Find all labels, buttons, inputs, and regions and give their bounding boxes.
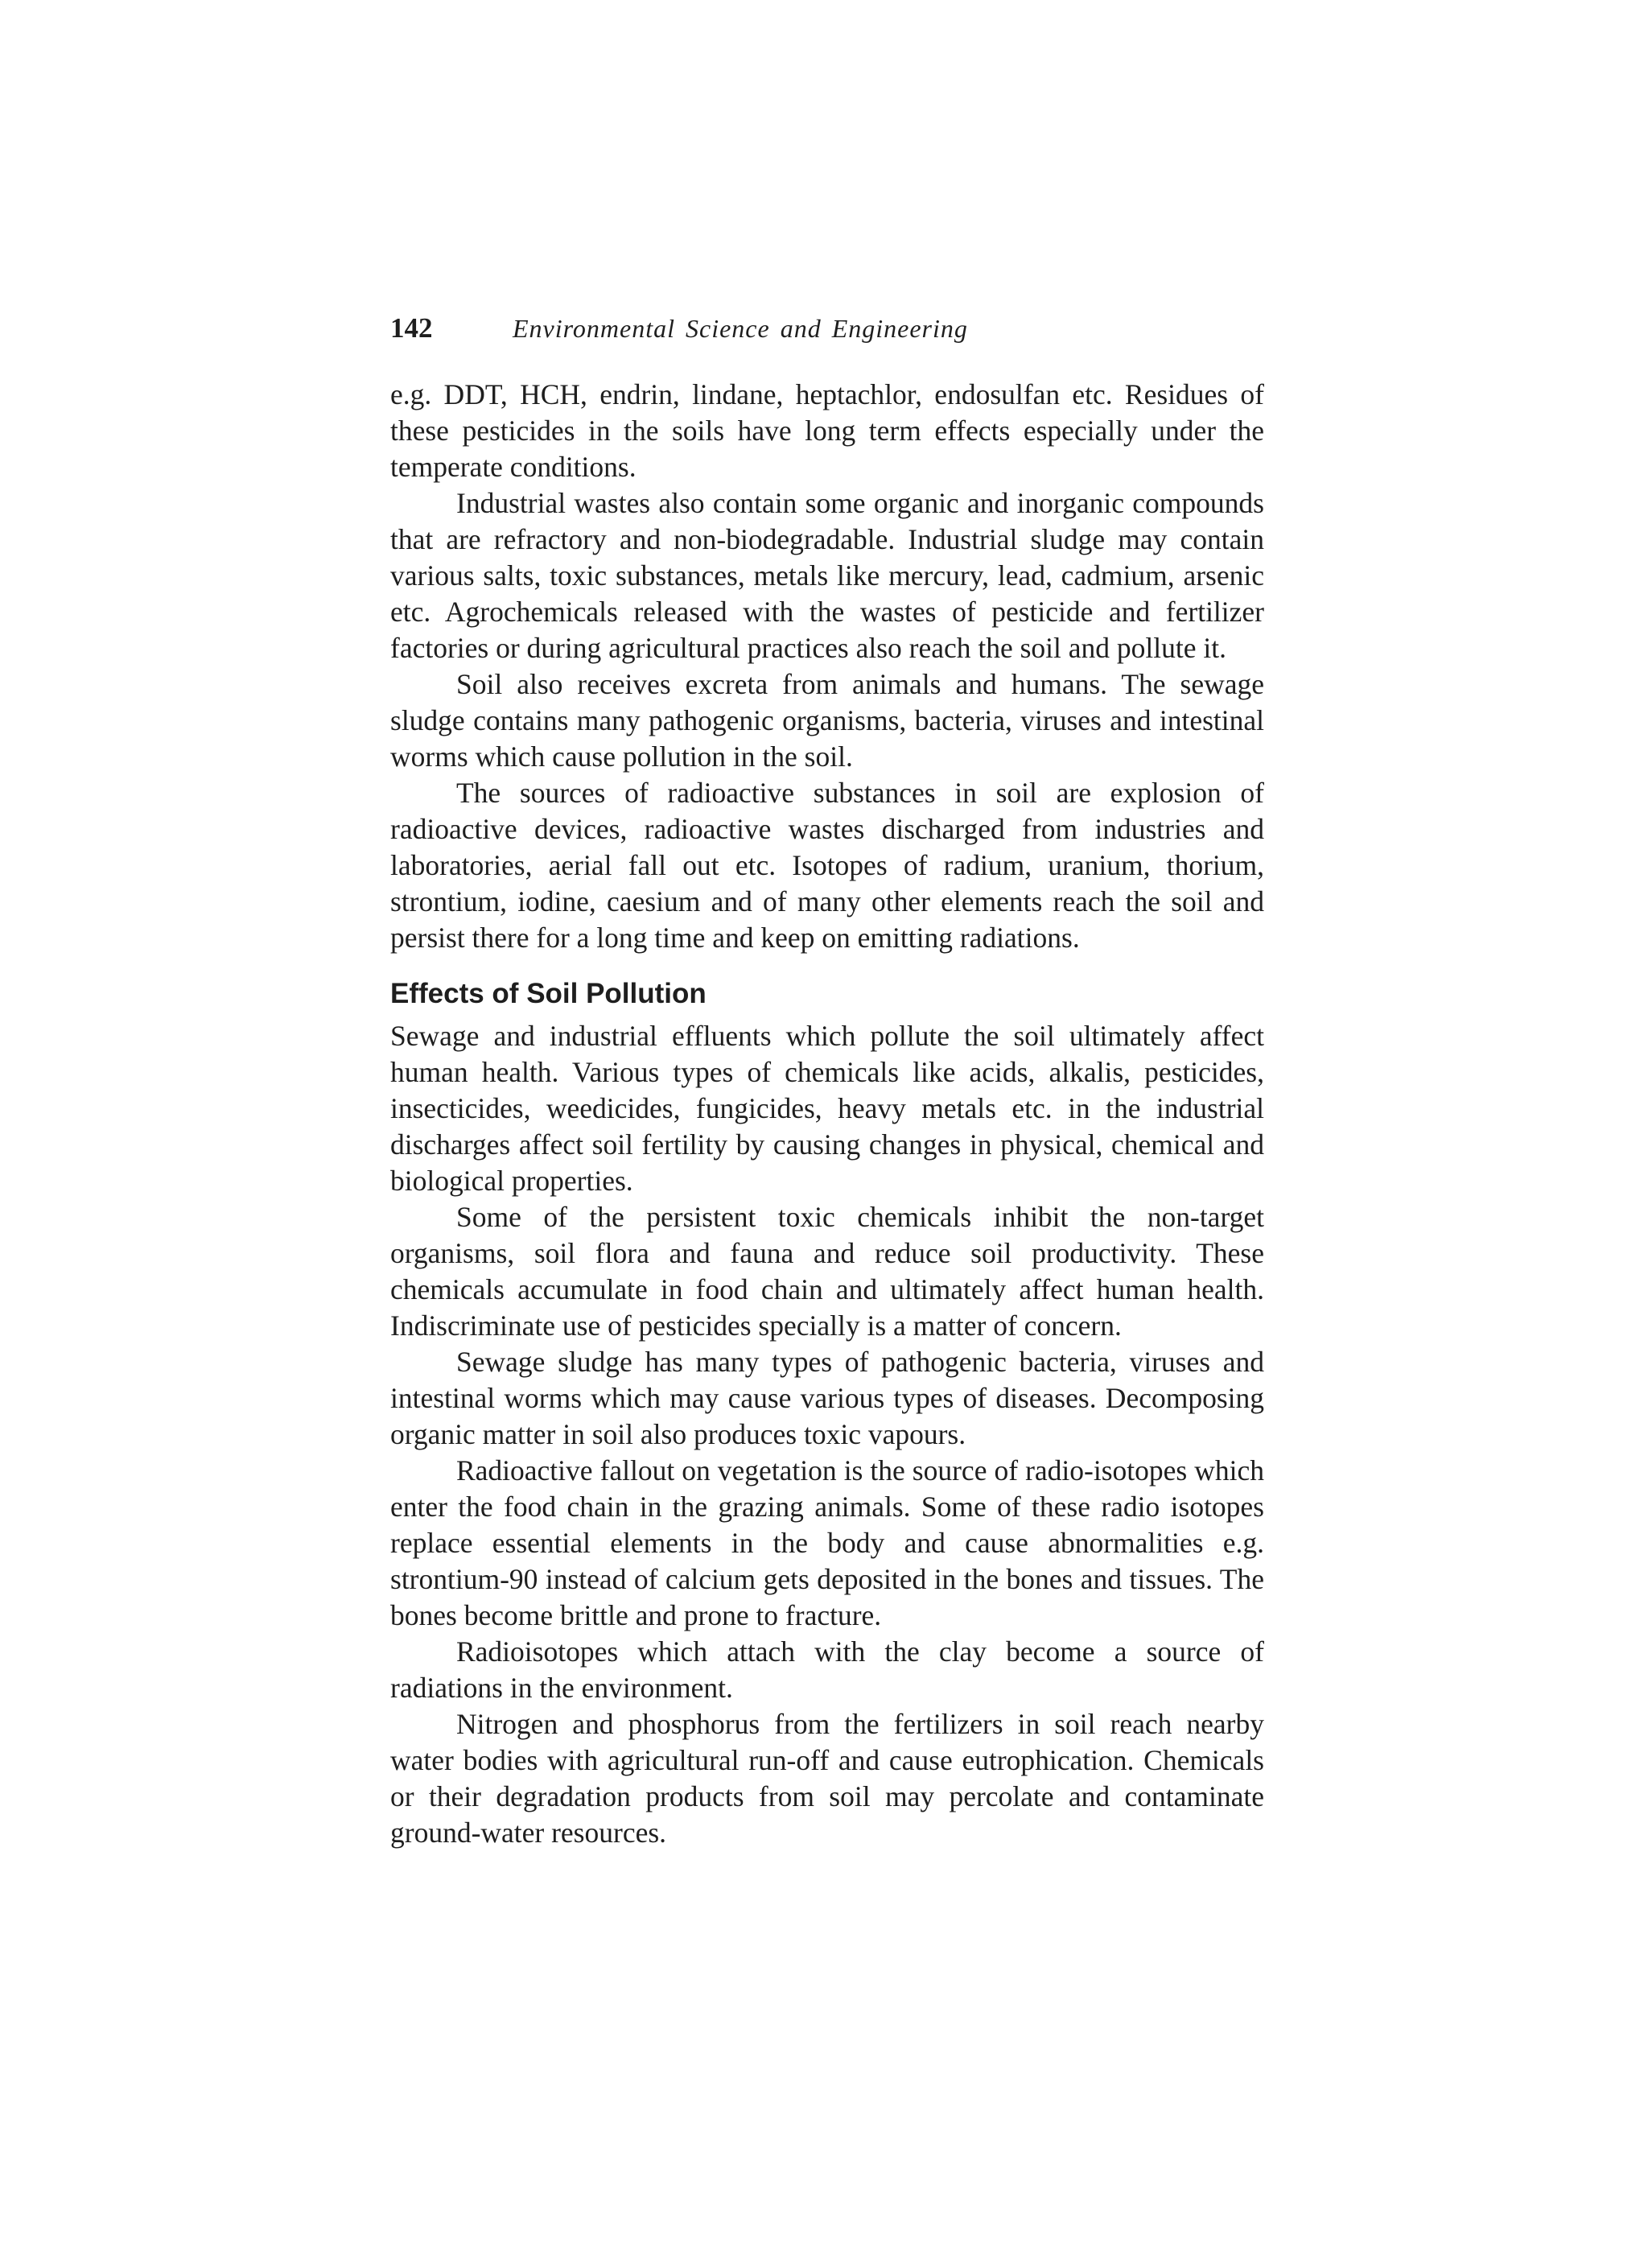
paragraph: Sewage sludge has many types of pathogenic bacteria, viruses and intestinal worms which may cause various types of diseases. Decomposing organic matter in soil also produces toxic vapours.: [390, 1346, 1264, 1450]
section-heading: Effects of Soil Pollution: [390, 978, 707, 1009]
book-page: [390, 312, 1264, 1851]
paragraph: The sources of radioactive substances in soil are explosion of radioactive devices, radioactive wastes discharged from industries and laboratories, aerial fall out etc. Isotopes of radium, uranium, thorium, strontium, iodine, caesium and of many other elements reach the soil and persist there for a long time and keep on emitting radiations.: [390, 777, 1264, 954]
paragraph: Radioisotopes which attach with the clay become a source of radiations in the environment.: [390, 1635, 1264, 1704]
book-title: Environmental Science and Engineering: [513, 314, 968, 343]
paragraph: e.g. DDT, HCH, endrin, lindane, heptachlor, endosulfan etc. Residues of these pesticides in the soils have long term effects especially under the temperate conditions.: [390, 378, 1264, 483]
running-head: [390, 312, 1264, 372]
paragraph: Industrial wastes also contain some organic and inorganic compounds that are refractory and non-biodegradable. Industrial sludge may contain various salts, toxic substances, metals like mercury, lead, cadmium, arsenic etc. Agrochemicals released with the wastes of pesticide and fertilizer factories or during agricultural practices also reach the soil and pollute it.: [390, 487, 1264, 664]
paragraph: Nitrogen and phosphorus from the fertilizers in soil reach nearby water bodies with agricultural run-off and cause eutrophication. Chemicals or their degradation products from soil may percolate and contaminate ground-water resources.: [390, 1708, 1264, 1849]
page-number: 142: [390, 312, 433, 344]
body-text: [390, 377, 1264, 1851]
paragraph: Some of the persistent toxic chemicals inhibit the non-target organisms, soil flora and fauna and reduce soil productivity. These chemicals accumulate in food chain and ultimately affect human health. Indiscriminate use of pesticides specially is a matter of concern.: [390, 1201, 1264, 1342]
paragraph: Sewage and industrial effluents which pollute the soil ultimately affect human health. Various types of chemicals like acids, alkalis, pesticides, insecticides, weedicides, fungicides, heavy metals etc. in the industrial discharges affect soil fertility by causing changes in physical, chemical and biological properties.: [390, 1020, 1264, 1197]
paragraph: Soil also receives excreta from animals and humans. The sewage sludge contains many pathogenic organisms, bacteria, viruses and intestinal worms which cause pollution in the soil.: [390, 668, 1264, 773]
paragraph: Radioactive fallout on vegetation is the source of radio-isotopes which enter the food chain in the grazing animals. Some of these radio isotopes replace essential elements in the body and cause abnormalities e.g. strontium-90 instead of calcium gets deposited in the bones and tissues. The bones become brittle and prone to fracture.: [390, 1454, 1264, 1631]
